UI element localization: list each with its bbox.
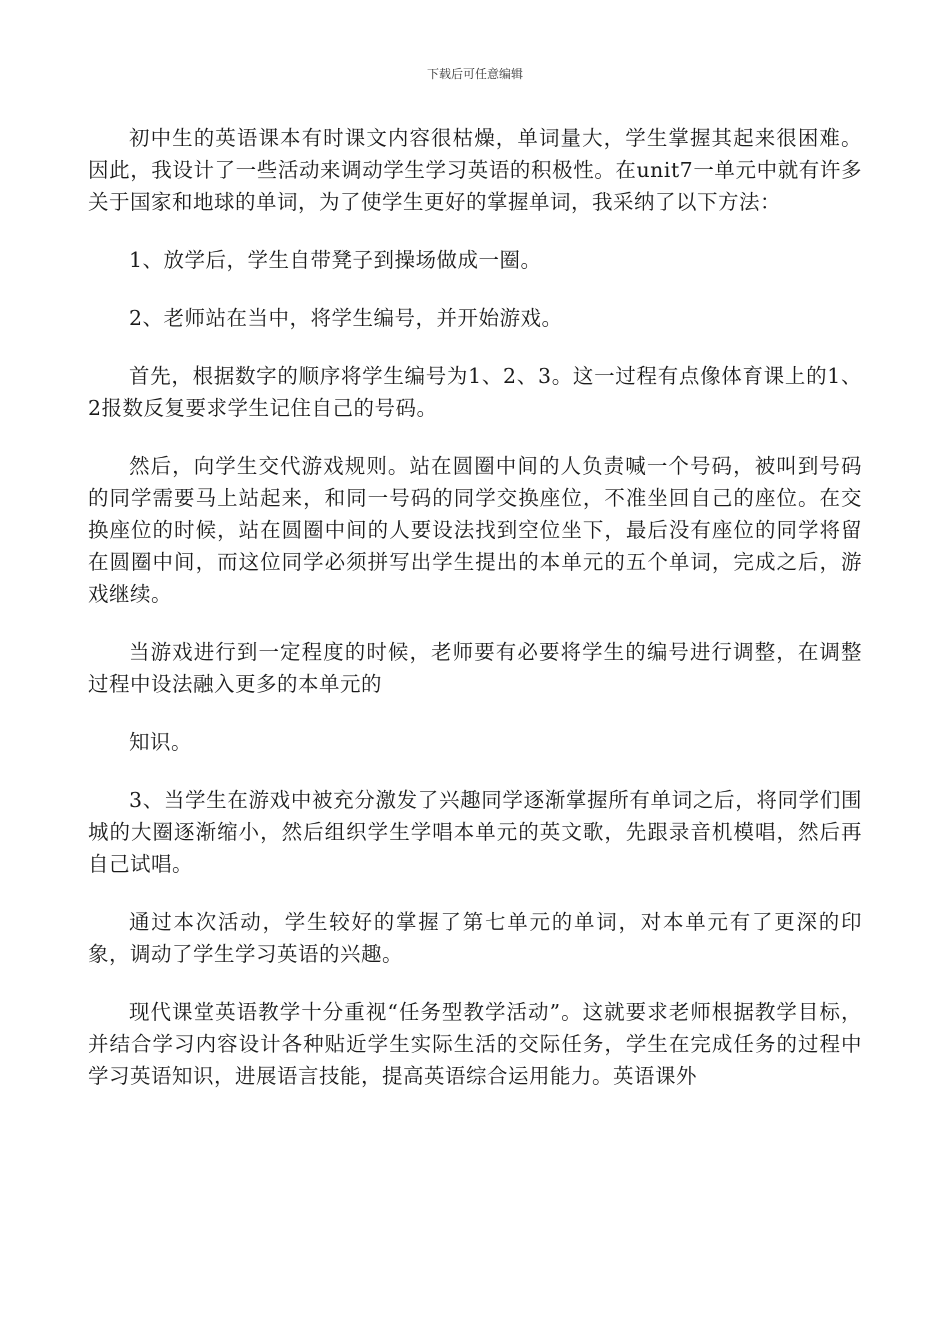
paragraph-7: 知识。 [129,730,192,754]
paragraph-1: 初中生的英语课本有时课文内容很枯燥，单词量大，学生掌握其起来很困难。因此，我设计了一些活动来调动学生学习英语的积极性。在unit7一单元中就有许多关于国家和地球的单词，为了使学生更好的掌握单词，我采纳了以下方法： [88,126,862,214]
paragraph-6: 当游戏进行到一定程度的时候，老师要有必要将学生的编号进行调整，在调整过程中设法融入更多的本单元的 [88,640,862,696]
paragraph-8: 3、当学生在游戏中被充分激发了兴趣同学逐渐掌握所有单词之后，将同学们围城的大圈逐渐缩小，然后组织学生学唱本单元的英文歌，先跟录音机模唱，然后再自己试唱。 [88,788,862,876]
paragraph-10: 现代课堂英语教学十分重视“任务型教学活动”。这就要求老师根据教学目标，并结合学习内容设计各种贴近学生实际生活的交际任务，学生在完成任务的过程中学习英语知识，进展语言技能，提高英语综合运用能力。英语课外 [88,1000,862,1088]
paragraph-3: 2、老师站在当中，将学生编号，并开始游戏。 [129,306,563,330]
paragraph-2: 1、放学后，学生自带凳子到操场做成一圈。 [129,248,542,272]
document-body [88,122,862,1118]
paragraph-9: 通过本次活动，学生较好的掌握了第七单元的单词，对本单元有了更深的印象，调动了学生学习英语的兴趣。 [88,910,862,966]
paragraph-5: 然后，向学生交代游戏规则。站在圆圈中间的人负责喊一个号码，被叫到号码的同学需要马上站起来，和同一号码的同学交换座位，不准坐回自己的座位。在交换座位的时候，站在圆圈中间的人要设法找到空位坐下，最后没有座位的同学将留在圆圈中间，而这位同学必须拼写出学生提出的本单元的五个单词，完成之后，游戏继续。 [88,454,862,606]
page-header: 下载后可任意编辑 [426,67,523,81]
paragraph-4: 首先，根据数字的顺序将学生编号为1、2、3。这一过程有点像体育课上的1、2报数反复要求学生记住自己的号码。 [88,364,862,420]
